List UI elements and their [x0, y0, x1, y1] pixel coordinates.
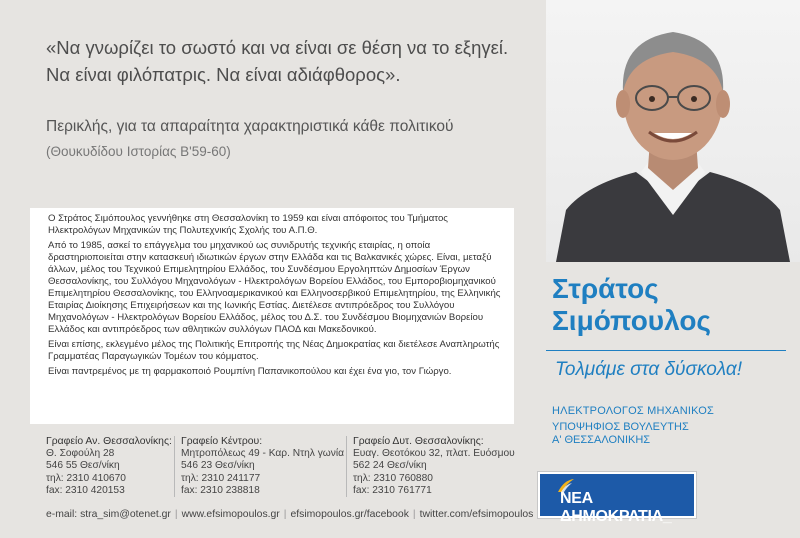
divider	[546, 350, 786, 351]
biography-box	[30, 208, 514, 424]
quote	[46, 34, 546, 88]
candidacy-line-2: Α' ΘΕΣΣΑΛΟΝΙΚΗΣ	[552, 434, 651, 446]
office-address: Ευαγ. Θεοτόκου 32, πλατ. Ευόσμου	[353, 448, 515, 460]
bio-paragraph-3: Είναι επίσης, εκλεγμένο μέλος της Πολιτικής Επιτροπής της Νέας Δημοκρατίας και διετέλεσε Αναπληρωτής Γραμματέας Παραγωγικών Τομέων του κόμματος.	[48, 339, 500, 362]
office-title: Γραφείο Κέντρου:	[181, 436, 263, 447]
party-name: ΝΕΑ ΔΗΜΟΚΡΑΤΙΑ_	[560, 490, 672, 525]
quote-attribution: Περικλής, για τα απαραίτητα χαρακτηριστικά κάθε πολιτικού	[46, 118, 454, 135]
candidate-name	[552, 273, 711, 337]
party-logo	[538, 472, 696, 525]
website-link[interactable]: www.efsimopoulos.gr	[181, 509, 280, 520]
office-fax: fax: 2310 761771	[353, 484, 432, 496]
quote-source: (Θουκυδίδου Ιστορίας Β'59-60)	[46, 144, 231, 159]
office-phone: τηλ: 2310 760880	[353, 472, 433, 484]
office-west	[346, 436, 515, 497]
office-phone: τηλ: 2310 410670	[46, 472, 126, 484]
bio-paragraph-1: Ο Στράτος Σιμόπουλος γεννήθηκε στη Θεσσαλονίκη το 1959 και είναι απόφοιτος του Τμήματος Ηλεκτρολόγων Μηχανικών της Πολυτεχνικής Σχολής του Α.Π.Θ.	[48, 213, 448, 236]
office-city: 546 55 Θεσ/νίκη	[46, 460, 120, 472]
contact-links	[46, 509, 533, 520]
separator: |	[283, 509, 287, 520]
separator: |	[412, 509, 416, 520]
candidacy-line-1: ΥΠΟΨΗΦΙΟΣ ΒΟΥΛΕΥΤΗΣ	[552, 421, 689, 433]
office-fax: fax: 2310 238818	[181, 484, 260, 496]
candidate-portrait	[546, 0, 800, 262]
twitter-link[interactable]: twitter.com/efsimopoulos	[419, 509, 534, 520]
bio-paragraph-4: Είναι παντρεμένος με τη φαρμακοποιό Ρουμπίνη Παπανικοπούλου και έχει ένα γιο, τον Γιώργο.	[48, 366, 452, 377]
office-city: 562 24 Θεσ/νίκη	[353, 460, 427, 472]
profession: ΗΛΕΚΤΡΟΛΟΓΟΣ ΜΗΧΑΝΙΚΟΣ	[552, 405, 715, 417]
office-address: Μητροπόλεως 49 - Καρ. Ντηλ γωνία	[181, 448, 344, 460]
office-fax: fax: 2310 420153	[46, 484, 125, 496]
candidate-last-name: Σιμόπουλος	[552, 305, 711, 336]
office-city: 546 23 Θεσ/νίκη	[181, 460, 255, 472]
quote-line-2: Να είναι φιλόπατρις. Να είναι αδιάφθορος».	[46, 64, 401, 85]
email-link[interactable]: e-mail: stra_sim@otenet.gr	[46, 509, 171, 520]
office-title: Γραφείο Αν. Θεσσαλονίκης:	[46, 436, 172, 447]
office-title: Γραφείο Δυτ. Θεσσαλονίκης:	[353, 436, 484, 447]
quote-line-1: «Να γνωρίζει το σωστό και να είναι σε θέση να το εξηγεί.	[46, 37, 509, 58]
facebook-link[interactable]: efsimopoulos.gr/facebook	[290, 509, 409, 520]
portrait-illustration	[546, 0, 800, 262]
office-address: Θ. Σοφούλη 28	[46, 448, 115, 460]
candidate-first-name: Στράτος	[552, 273, 659, 304]
campaign-slogan: Τολμάμε στα δύσκολα!	[555, 359, 742, 380]
office-phone: τηλ: 2310 241177	[181, 472, 261, 484]
separator: |	[174, 509, 178, 520]
office-east	[46, 436, 172, 497]
bio-paragraph-2: Από το 1985, ασκεί το επάγγελμα του μηχανικού ως συνιδρυτής τεχνικής εταιρίας, η οποία δραστηριοποιείται στην κατασκευή ιδιωτικών έργων στην Ελλάδα και τις Βαλκανικές χώρες. Είναι, μεταξύ άλλων, μέλος του Τεχνικού Επιμελητηρίου Ελλάδος, του Συνδέσμου Εργοληπτών Δημοσίων Έργων Θεσσαλονίκης, του Συλλόγου Μηχανολόγων - Ηλεκτρολόγων Βορείου Ελλάδος, του Εμπορο​βιομηχανικού Επιμελητηρίου Θεσσαλονίκης, του Ελληνοαμερικανικού και Ελληνοσερβικού Επιμελητηρίου, της Ελληνικής Εταιρίας Διοίκησης Επιχειρήσεων και της Ιωνικής Εστίας. Διετέλεσε αντιπρόεδρος του Συλλόγου Μηχανολόγων - Ηλεκτρολόγων Βορείου Ελλάδος, μέλος του Δ.Σ. του Συνδέσμου Βιομηχανιών Βορείου Ελλάδος και αντιπρόεδρος των αθλητικών συλλόγων ΠΑΟΔ και Μακεδονικού.	[48, 240, 501, 335]
office-list	[46, 436, 516, 501]
office-center	[174, 436, 344, 497]
